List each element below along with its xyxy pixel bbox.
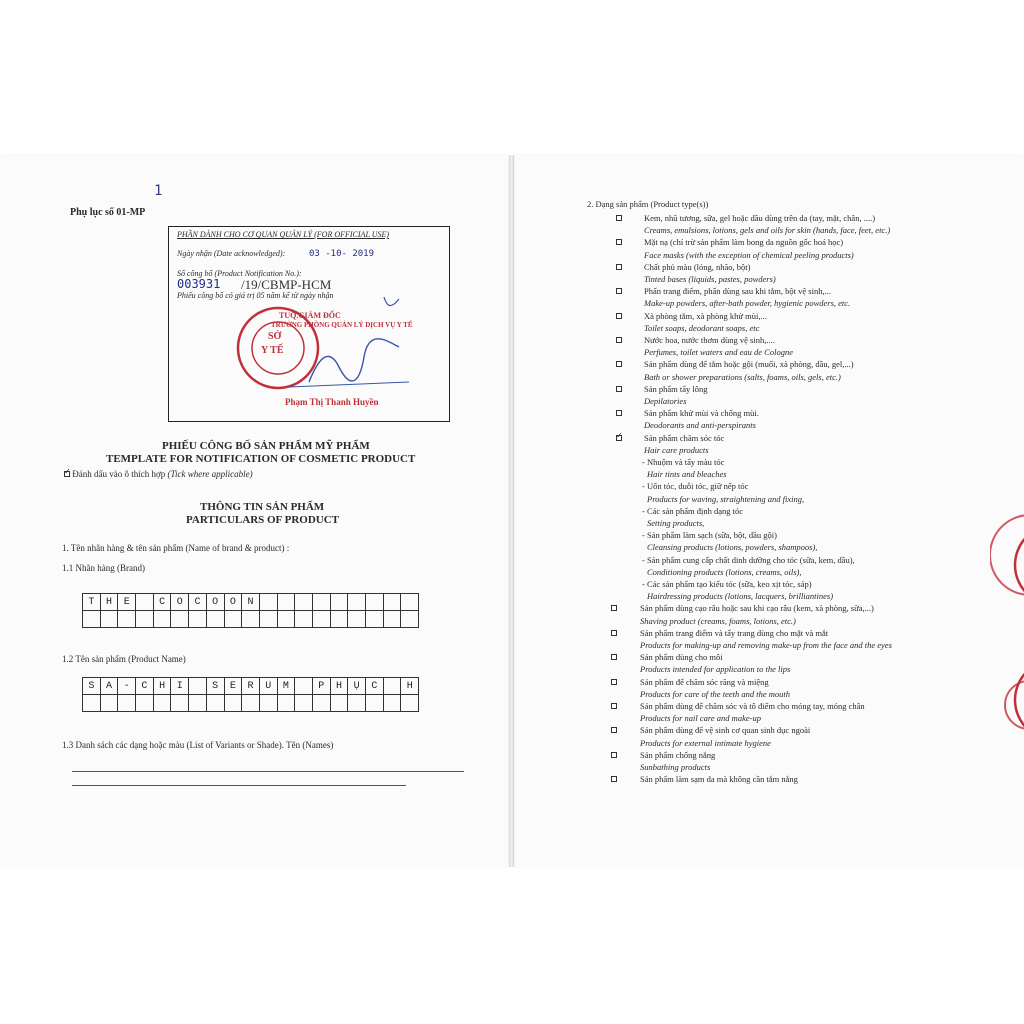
grid-cell: A: [101, 678, 119, 695]
product-type-vi: Sản phẩm làm sạm da mà không cần tắm nắng: [640, 774, 798, 785]
grid-cell: [260, 611, 278, 628]
grid-cell: [401, 611, 419, 628]
product-type-vi: Sản phẩm khử mùi và chống mùi.: [644, 408, 759, 419]
grid-cell: [366, 695, 384, 712]
product-type-checkbox[interactable]: [616, 264, 622, 270]
product-type-en: Shaving product (creams, foams, lotions, etc.): [640, 615, 796, 626]
product-type-vi: Chất phủ màu (lỏng, nhão, bột): [644, 261, 751, 272]
grid-cell: [401, 695, 419, 712]
product-type-en: Bath or shower preparations (salts, foams, oils, gels, etc.): [644, 371, 841, 382]
product-type-vi: - Các sản phẩm tạo kiểu tóc (sữa, keo xịt tóc, sáp): [642, 579, 812, 589]
product-type-en: Face masks (with the exception of chemical peeling products): [644, 249, 854, 260]
grid-cell: [118, 611, 136, 628]
grid-cell: C: [366, 678, 384, 695]
product-type-en: Products for making-up and removing make-up from the face and the eyes: [640, 640, 892, 650]
product-type-vi: Sản phẩm dùng để tắm hoặc gội (muối, xà phòng, dầu, gel,...): [644, 359, 854, 370]
names-line-1: [72, 771, 464, 772]
grid-cell: T: [83, 594, 101, 611]
product-type-en: Make-up powders, after-bath powder, hygienic powders, etc.: [644, 298, 851, 309]
grid-cell: [384, 695, 402, 712]
grid-cell: C: [189, 594, 207, 611]
product-type-en: Tinted bases (liquids, pastes, powders): [644, 274, 776, 284]
grid-cell: C: [136, 678, 154, 695]
grid-cell: P: [313, 678, 331, 695]
product-type-checkbox[interactable]: [616, 239, 622, 245]
date-label: Ngày nhận (Date acknowledged):: [177, 249, 286, 258]
number-label: Số công bố (Product Notification No.):: [177, 269, 302, 278]
product-type-checkbox[interactable]: [616, 288, 622, 294]
section-vi: THÔNG TIN SẢN PHẨM: [200, 501, 325, 513]
grid-cell: [366, 594, 384, 611]
product-type-en: Cleansing products (lotions, powders, shampoos),: [647, 542, 818, 553]
right-page: [515, 155, 1024, 867]
grid-cell: [260, 594, 278, 611]
grid-cell: [189, 611, 207, 628]
product-type-en: Deodorants and anti-perspirants: [644, 420, 756, 431]
item-1-1: 1.1 Nhãn hàng (Brand): [62, 563, 145, 573]
tick-note-vi: Đánh dấu vào ô thích hợp: [72, 469, 166, 479]
tick-note: [64, 469, 253, 479]
grid-cell: [207, 611, 225, 628]
product-type-checkbox[interactable]: [616, 313, 622, 319]
product-type-checkbox[interactable]: [611, 727, 617, 733]
grid-cell: [171, 695, 189, 712]
product-type-en: Hair tints and bleaches: [647, 469, 727, 480]
signer-title-2: TRƯỞNG PHÒNG QUẢN LÝ DỊCH VỤ Y TẾ: [271, 321, 413, 329]
grid-cell: [118, 695, 136, 712]
product-type-checkbox[interactable]: [611, 654, 617, 660]
product-type-en: Products for external intimate hygiene: [640, 737, 771, 748]
grid-cell: [225, 611, 243, 628]
grid-cell: C: [154, 594, 172, 611]
grid-cell: R: [242, 678, 260, 695]
product-type-checkbox[interactable]: [611, 703, 617, 709]
product-type-vi: Sản phẩm chống nắng: [640, 749, 716, 760]
product-type-en: Hairdressing products (lotions, lacquers, brilliantines): [647, 591, 834, 602]
product-type-checkbox[interactable]: [616, 386, 622, 392]
product-type-vi: Sản phẩm trang điểm và tẩy trang dùng cho mặt và mắt: [640, 627, 829, 638]
stamp-center-1: SỞ: [268, 331, 282, 342]
page-mark: 1: [154, 183, 163, 199]
section-en: PARTICULARS OF PRODUCT: [186, 514, 340, 526]
product-type-checkbox[interactable]: [616, 337, 622, 343]
grid-cell: I: [171, 678, 189, 695]
grid-cell: N: [242, 594, 260, 611]
grid-cell: [331, 594, 349, 611]
product-type-checkbox[interactable]: [616, 361, 622, 367]
grid-cell: [278, 611, 296, 628]
grid-cell: [154, 611, 172, 628]
grid-cell: [278, 695, 296, 712]
product-type-en: Conditioning products (lotions, creams, oils),: [647, 566, 802, 577]
appendix-label: Phụ lục số 01-MP: [70, 207, 146, 218]
product-type-en: Sunbathing products: [640, 762, 711, 772]
grid-cell: H: [331, 678, 349, 695]
tick-note-en: (Tick where applicable): [167, 469, 253, 479]
grid-cell: [348, 611, 366, 628]
page-fold: [509, 155, 514, 867]
product-type-vi: Kem, nhũ tương, sữa, gel hoặc dầu dùng trên da (tay, mặt, chân, ....): [644, 213, 876, 223]
title-en: TEMPLATE FOR NOTIFICATION OF COSMETIC PRODUCT: [106, 453, 416, 465]
grid-cell: [295, 611, 313, 628]
grid-cell: [101, 695, 119, 712]
grid-cell: H: [101, 594, 119, 611]
grid-cell: H: [401, 678, 419, 695]
signature-icon: [269, 287, 419, 397]
grid-cell: U: [260, 678, 278, 695]
item-1-2: 1.2 Tên sản phẩm (Product Name): [62, 654, 186, 664]
grid-cell: [331, 611, 349, 628]
product-type-vi: Sản phẩm dùng cho môi: [640, 652, 723, 663]
grid-cell: [189, 678, 207, 695]
product-type-en: Products intended for application to the lips: [640, 664, 791, 675]
product-type-vi: Mặt nạ (chỉ trừ sản phẩm làm bong da nguồn gốc hoá học): [644, 237, 844, 248]
grid-cell: M: [278, 678, 296, 695]
grid-cell: [242, 695, 260, 712]
grid-cell: [171, 611, 189, 628]
official-header: PHẦN DÀNH CHO CƠ QUAN QUẢN LÝ (FOR OFFICIAL USE): [177, 230, 390, 239]
grid-cell: [348, 594, 366, 611]
grid-cell: [101, 611, 119, 628]
product-type-en: Creams, emulsions, lotions, gels and oils for skin (hands, face, feet, etc.): [644, 225, 891, 236]
left-page: [0, 155, 508, 867]
product-type-heading: 2. Dạng sản phẩm (Product type(s)): [587, 199, 709, 209]
grid-cell: O: [225, 594, 243, 611]
product-type-checkbox[interactable]: [611, 679, 617, 685]
right-edge-stamp-icon: [1010, 520, 1024, 610]
product-type-vi: Nước hoa, nước thơm dùng vệ sinh,....: [644, 335, 775, 345]
product-type-en: Setting products,: [647, 518, 705, 528]
item-1: 1. Tên nhãn hàng & tên sản phẩm (Name of brand & product) :: [62, 543, 290, 553]
product-type-checkbox[interactable]: [611, 752, 617, 758]
product-grid: [82, 677, 419, 712]
product-type-vi: Xà phòng tắm, xà phòng khử mùi,...: [644, 310, 767, 321]
product-type-vi: - Sản phẩm làm sạch (sữa, bột, dầu gội): [642, 530, 777, 541]
grid-cell: S: [207, 678, 225, 695]
grid-cell: [384, 594, 402, 611]
product-type-vi: - Các sản phẩm định dạng tóc: [642, 505, 744, 516]
grid-cell: [225, 695, 243, 712]
date-value: 03 -10- 2019: [309, 249, 375, 259]
product-type-vi: Sản phẩm để chăm sóc răng và miệng: [640, 676, 769, 687]
signer-title-1: TUQ.GIÁM ĐỐC: [279, 311, 341, 320]
product-type-en: Perfumes, toilet waters and eau de Cologne: [644, 347, 793, 358]
signer-name: Phạm Thị Thanh Huyền: [285, 397, 379, 407]
names-line-2: [72, 785, 406, 786]
grid-cell: O: [171, 594, 189, 611]
grid-cell: [313, 594, 331, 611]
grid-cell: E: [118, 594, 136, 611]
product-type-checkbox[interactable]: [611, 776, 617, 782]
product-type-checkbox[interactable]: [611, 605, 617, 611]
grid-cell: [136, 594, 154, 611]
title-vi: PHIẾU CÔNG BỐ SẢN PHẨM MỸ PHẨM: [162, 440, 370, 452]
grid-cell: [295, 678, 313, 695]
grid-cell: [401, 594, 419, 611]
grid-cell: [83, 611, 101, 628]
grid-cell: [331, 695, 349, 712]
right-edge-stamp-icon-2: [1010, 655, 1024, 745]
product-type-en: Toilet soaps, deodorant soaps, etc: [644, 322, 760, 333]
grid-cell: [278, 594, 296, 611]
grid-cell: [295, 594, 313, 611]
product-type-vi: Sản phẩm tẩy lông: [644, 383, 708, 394]
product-type-en: Products for care of the teeth and the mouth: [640, 688, 790, 699]
grid-cell: [384, 611, 402, 628]
product-type-checkbox[interactable]: [611, 630, 617, 636]
product-type-vi: - Uốn tóc, duỗi tóc, giữ nếp tóc: [642, 481, 749, 492]
grid-cell: [260, 695, 278, 712]
grid-cell: [313, 695, 331, 712]
product-type-vi: Sản phẩm dùng để vệ sinh cơ quan sinh dục ngoài: [640, 725, 811, 736]
product-type-checkbox[interactable]: [616, 435, 622, 441]
number-suffix: /19/CBMP-HCM: [241, 277, 332, 292]
item-1-3: 1.3 Danh sách các dạng hoặc màu (List of Variants or Shade). Tên (Names): [62, 740, 334, 750]
product-type-vi: Sản phẩm dùng để chăm sóc và tô điểm cho móng tay, móng chân: [640, 701, 865, 711]
grid-cell: [313, 611, 331, 628]
grid-cell: [189, 695, 207, 712]
grid-cell: [348, 695, 366, 712]
product-type-checkbox[interactable]: [616, 410, 622, 416]
product-type-en: Hair care products: [644, 444, 709, 455]
grid-cell: E: [225, 678, 243, 695]
grid-cell: -: [118, 678, 136, 695]
grid-cell: [295, 695, 313, 712]
stamp-center-2: Y TẾ: [261, 345, 284, 356]
product-type-vi: Sản phẩm dùng cạo râu hoặc sau khi cạo râu (kem, xà phòng, sữa,...): [640, 603, 874, 614]
grid-cell: [384, 678, 402, 695]
grid-cell: [83, 695, 101, 712]
validity-text: Phiếu công bố có giá trị 05 năm kể từ ngày nhận: [177, 291, 334, 300]
product-type-vi: - Nhuộm và tẩy màu tóc: [642, 457, 725, 467]
grid-cell: [242, 611, 260, 628]
grid-cell: [136, 695, 154, 712]
brand-grid: [82, 593, 419, 628]
product-type-vi: - Sản phẩm cung cấp chất dinh dưỡng cho tóc (sữa, kem, dầu),: [642, 554, 855, 565]
grid-cell: S: [83, 678, 101, 695]
grid-cell: Ụ: [348, 678, 366, 695]
product-type-en: Products for waving, straightening and fixing,: [647, 493, 805, 504]
tick-note-checkbox: [64, 471, 70, 477]
product-type-vi: Sản phẩm chăm sóc tóc: [644, 432, 725, 443]
product-type-en: Products for nail care and make-up: [640, 713, 761, 724]
grid-cell: [136, 611, 154, 628]
number-value: 003931: [177, 277, 221, 291]
product-type-vi: Phấn trang điểm, phấn dùng sau khi tắm, bột vệ sinh,...: [644, 286, 831, 297]
official-use-box: [168, 226, 450, 422]
grid-cell: [207, 695, 225, 712]
grid-cell: O: [207, 594, 225, 611]
grid-cell: [154, 695, 172, 712]
product-type-checkbox[interactable]: [616, 215, 622, 221]
grid-cell: [366, 611, 384, 628]
grid-cell: H: [154, 678, 172, 695]
product-type-en: Depilatories: [644, 396, 687, 406]
